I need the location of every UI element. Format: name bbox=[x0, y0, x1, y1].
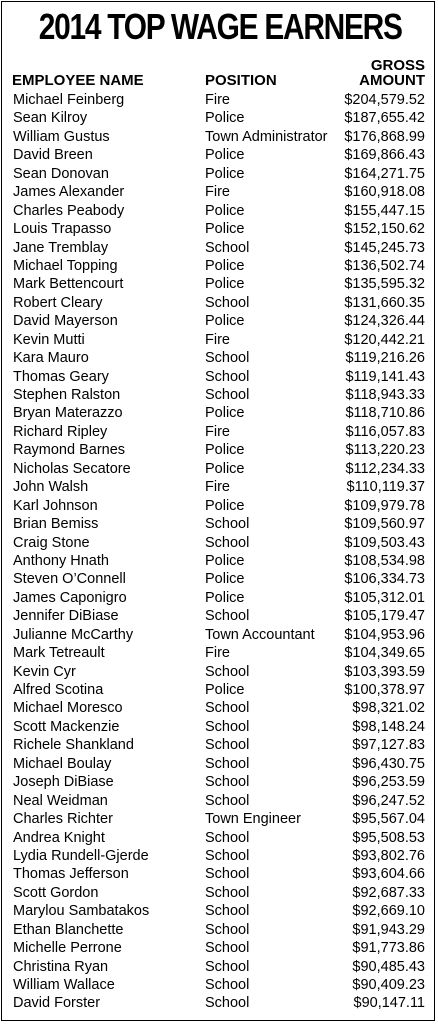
position-cell: School bbox=[205, 995, 250, 1012]
table-row bbox=[2, 902, 434, 920]
column-header-employee-name: EMPLOYEE NAME bbox=[12, 72, 144, 89]
employee-name-cell: Andrea Knight bbox=[13, 829, 105, 846]
gross-amount-cell: $109,560.97 bbox=[344, 516, 425, 533]
table-row bbox=[2, 810, 434, 828]
table-row bbox=[2, 404, 434, 422]
table-row bbox=[2, 736, 434, 754]
position-cell: School bbox=[205, 977, 250, 993]
gross-amount-cell: $90,409.23 bbox=[352, 977, 425, 993]
employee-name-cell: Kara Mauro bbox=[13, 350, 89, 367]
gross-amount-cell: $100,378.97 bbox=[344, 682, 425, 698]
table-row bbox=[2, 220, 434, 238]
gross-amount-cell: $136,502.74 bbox=[344, 257, 425, 274]
employee-name-cell: Alfred Scotina bbox=[13, 682, 104, 698]
table-row bbox=[2, 312, 434, 330]
gross-amount-cell: $104,953.96 bbox=[344, 626, 425, 643]
table-row bbox=[2, 552, 434, 570]
position-cell: Fire bbox=[205, 331, 230, 348]
gross-amount-cell: $187,655.42 bbox=[344, 110, 425, 127]
table-row bbox=[2, 257, 434, 275]
position-cell: Police bbox=[205, 497, 245, 514]
employee-name-cell: Scott Gordon bbox=[13, 884, 99, 901]
table-row bbox=[2, 884, 434, 902]
employee-name-cell: Robert Cleary bbox=[13, 294, 103, 311]
table-row bbox=[2, 497, 434, 515]
position-cell: School bbox=[205, 903, 250, 920]
gross-amount-cell: $164,271.75 bbox=[344, 165, 425, 182]
position-cell: Police bbox=[205, 589, 245, 606]
employee-name-cell: Charles Richter bbox=[13, 811, 113, 828]
table-row bbox=[2, 183, 434, 201]
wage-table-body bbox=[2, 91, 434, 1013]
gross-amount-cell: $96,253.59 bbox=[352, 774, 425, 791]
table-row bbox=[2, 109, 434, 127]
position-cell: Police bbox=[205, 147, 245, 164]
table-row bbox=[2, 939, 434, 957]
table-row bbox=[2, 515, 434, 533]
table-row bbox=[2, 368, 434, 386]
table-row bbox=[2, 976, 434, 994]
position-cell: Police bbox=[205, 110, 245, 127]
gross-amount-cell: $91,773.86 bbox=[352, 940, 425, 957]
gross-amount-cell: $135,595.32 bbox=[344, 276, 425, 293]
table-row bbox=[2, 478, 434, 496]
position-cell: School bbox=[205, 755, 250, 772]
gross-amount-cell: $112,234.33 bbox=[345, 460, 425, 477]
employee-name-cell: Stephen Ralston bbox=[13, 387, 121, 403]
table-row bbox=[2, 570, 434, 588]
employee-name-cell: Michelle Perrone bbox=[13, 940, 122, 957]
position-cell: School bbox=[205, 663, 250, 680]
position-cell: School bbox=[205, 387, 250, 403]
employee-name-cell: Louis Trapasso bbox=[13, 221, 112, 238]
employee-name-cell: Thomas Jefferson bbox=[13, 866, 129, 883]
table-row bbox=[2, 202, 434, 220]
gross-amount-cell: $119,141.43 bbox=[345, 368, 425, 385]
gross-amount-cell: $106,334.73 bbox=[344, 571, 425, 588]
employee-name-cell: Mark Bettencourt bbox=[13, 276, 124, 293]
employee-name-cell: Bryan Materazzo bbox=[13, 405, 123, 422]
table-row bbox=[2, 865, 434, 883]
employee-name-cell: William Wallace bbox=[13, 977, 115, 993]
gross-amount-cell: $93,604.66 bbox=[352, 866, 425, 883]
table-row bbox=[2, 331, 434, 349]
employee-name-cell: Nicholas Secatore bbox=[13, 460, 131, 477]
table-row bbox=[2, 349, 434, 367]
gross-amount-cell: $98,148.24 bbox=[352, 718, 425, 735]
page-title: 2014 TOP WAGE EARNERS bbox=[38, 6, 402, 47]
position-cell: Town Administrator bbox=[205, 128, 328, 145]
table-row bbox=[2, 165, 434, 183]
gross-amount-cell: $103,393.59 bbox=[344, 663, 425, 680]
gross-amount-cell: $105,312.01 bbox=[344, 589, 425, 606]
column-header-position: POSITION bbox=[205, 72, 277, 89]
employee-name-cell: Sean Donovan bbox=[13, 165, 109, 182]
employee-name-cell: Thomas Geary bbox=[13, 368, 109, 385]
position-cell: Fire bbox=[205, 479, 230, 496]
gross-amount-cell: $120,442.21 bbox=[344, 331, 425, 348]
employee-name-cell: Lydia Rundell-Gjerde bbox=[13, 847, 149, 864]
position-cell: School bbox=[205, 368, 250, 385]
position-cell: Fire bbox=[205, 92, 230, 108]
table-row bbox=[2, 718, 434, 736]
position-cell: School bbox=[205, 350, 250, 367]
position-cell: Fire bbox=[205, 645, 230, 662]
gross-amount-cell: $152,150.62 bbox=[344, 221, 425, 238]
employee-name-cell: Mark Tetreault bbox=[13, 645, 105, 662]
employee-name-cell: Anthony Hnath bbox=[13, 552, 109, 569]
position-cell: Police bbox=[205, 460, 245, 477]
column-header-gross-amount bbox=[359, 58, 425, 88]
employee-name-cell: Michael Topping bbox=[13, 257, 118, 274]
employee-name-cell: Steven O’Connell bbox=[13, 571, 126, 588]
employee-name-cell: Michael Boulay bbox=[13, 755, 112, 772]
position-cell: Police bbox=[205, 682, 245, 698]
employee-name-cell: Raymond Barnes bbox=[13, 442, 126, 459]
table-row bbox=[2, 773, 434, 791]
employee-name-cell: Craig Stone bbox=[13, 534, 90, 551]
employee-name-cell: Brian Bemiss bbox=[13, 516, 99, 533]
employee-name-cell: James Alexander bbox=[13, 184, 125, 201]
employee-name-cell: Joseph DiBiase bbox=[13, 774, 114, 791]
position-cell: Police bbox=[205, 571, 245, 588]
column-header-gross-line: GROSS bbox=[370, 57, 425, 74]
gross-amount-cell: $118,710.86 bbox=[345, 405, 425, 422]
table-row bbox=[2, 755, 434, 773]
employee-name-cell: Richele Shankland bbox=[13, 737, 134, 754]
employee-name-cell: Ethan Blanchette bbox=[13, 921, 124, 938]
position-cell: Police bbox=[205, 405, 245, 422]
table-row bbox=[2, 460, 434, 478]
table-row bbox=[2, 128, 434, 146]
gross-amount-cell: $91,943.29 bbox=[352, 921, 425, 938]
gross-amount-cell: $95,567.04 bbox=[352, 811, 425, 828]
employee-name-cell: Neal Weidman bbox=[13, 792, 108, 809]
table-row bbox=[2, 663, 434, 681]
position-cell: School bbox=[205, 700, 250, 717]
table-row bbox=[2, 534, 434, 552]
gross-amount-cell: $92,669.10 bbox=[352, 903, 425, 920]
employee-name-cell: William Gustus bbox=[13, 128, 110, 145]
position-cell: School bbox=[205, 958, 250, 975]
gross-amount-cell: $93,802.76 bbox=[352, 847, 425, 864]
gross-amount-cell: $109,979.78 bbox=[344, 497, 425, 514]
gross-amount-cell: $96,247.52 bbox=[352, 792, 425, 809]
table-row bbox=[2, 699, 434, 717]
table-row bbox=[2, 847, 434, 865]
gross-amount-cell: $160,918.08 bbox=[344, 184, 425, 201]
table-row bbox=[2, 146, 434, 164]
table-row bbox=[2, 921, 434, 939]
gross-amount-cell: $131,660.35 bbox=[344, 294, 425, 311]
employee-name-cell: Julianne McCarthy bbox=[13, 626, 134, 643]
table-row bbox=[2, 644, 434, 662]
table-row bbox=[2, 239, 434, 257]
gross-amount-cell: $145,245.73 bbox=[344, 239, 425, 256]
position-cell: School bbox=[205, 239, 250, 256]
position-cell: Police bbox=[205, 165, 245, 182]
employee-name-cell: Michael Moresco bbox=[13, 700, 123, 717]
table-row bbox=[2, 423, 434, 441]
employee-name-cell: Kevin Cyr bbox=[13, 663, 76, 680]
employee-name-cell: Richard Ripley bbox=[13, 423, 108, 440]
gross-amount-cell: $169,866.43 bbox=[344, 147, 425, 164]
gross-amount-cell: $104,349.65 bbox=[344, 645, 425, 662]
employee-name-cell: Scott Mackenzie bbox=[13, 718, 120, 735]
position-cell: School bbox=[205, 921, 250, 938]
table-row bbox=[2, 607, 434, 625]
position-cell: School bbox=[205, 516, 250, 533]
gross-amount-cell: $98,321.02 bbox=[352, 700, 425, 717]
gross-amount-cell: $92,687.33 bbox=[352, 884, 425, 901]
employee-name-cell: Sean Kilroy bbox=[13, 110, 88, 127]
position-cell: School bbox=[205, 608, 250, 625]
gross-amount-cell: $90,485.43 bbox=[352, 958, 425, 975]
table-row bbox=[2, 294, 434, 312]
position-cell: School bbox=[205, 718, 250, 735]
table-row bbox=[2, 792, 434, 810]
gross-amount-cell: $108,534.98 bbox=[344, 552, 425, 569]
position-cell: Police bbox=[205, 552, 245, 569]
position-cell: Fire bbox=[205, 423, 230, 440]
position-cell: Town Accountant bbox=[205, 626, 315, 643]
table-row bbox=[2, 91, 434, 109]
table-row bbox=[2, 958, 434, 976]
position-cell: School bbox=[205, 866, 250, 883]
employee-name-cell: Jane Tremblay bbox=[13, 239, 109, 256]
gross-amount-cell: $204,579.52 bbox=[344, 92, 425, 108]
table-row bbox=[2, 275, 434, 293]
gross-amount-cell: $109,503.43 bbox=[344, 534, 425, 551]
position-cell: Police bbox=[205, 221, 245, 238]
position-cell: School bbox=[205, 792, 250, 809]
position-cell: Police bbox=[205, 313, 245, 330]
gross-amount-cell: $118,943.33 bbox=[345, 387, 425, 403]
wage-table-frame bbox=[1, 1, 435, 1021]
gross-amount-cell: $124,326.44 bbox=[344, 313, 425, 330]
employee-name-cell: David Mayerson bbox=[13, 313, 118, 330]
position-cell: Police bbox=[205, 257, 245, 274]
employee-name-cell: Marylou Sambatakos bbox=[13, 903, 150, 920]
position-cell: School bbox=[205, 829, 250, 846]
table-row bbox=[2, 994, 434, 1012]
table-row bbox=[2, 589, 434, 607]
position-cell: School bbox=[205, 847, 250, 864]
gross-amount-cell: $97,127.83 bbox=[352, 737, 425, 754]
table-row bbox=[2, 386, 434, 404]
table-row bbox=[2, 681, 434, 699]
gross-amount-cell: $105,179.47 bbox=[344, 608, 425, 625]
employee-name-cell: Christina Ryan bbox=[13, 958, 109, 975]
gross-amount-cell: $90,147.11 bbox=[353, 995, 425, 1012]
gross-amount-cell: $116,057.83 bbox=[345, 423, 425, 440]
gross-amount-cell: $155,447.15 bbox=[344, 202, 425, 219]
employee-name-cell: David Forster bbox=[13, 995, 101, 1012]
gross-amount-cell: $96,430.75 bbox=[352, 755, 425, 772]
gross-amount-cell: $113,220.23 bbox=[345, 442, 425, 459]
employee-name-cell: Jennifer DiBiase bbox=[13, 608, 119, 625]
position-cell: Town Engineer bbox=[205, 811, 301, 828]
position-cell: School bbox=[205, 534, 250, 551]
table-row bbox=[2, 829, 434, 847]
employee-name-cell: Karl Johnson bbox=[13, 497, 98, 514]
position-cell: School bbox=[205, 884, 250, 901]
employee-name-cell: Charles Peabody bbox=[13, 202, 125, 219]
gross-amount-cell: $110,119.37 bbox=[346, 479, 425, 496]
gross-amount-cell: $119,216.26 bbox=[345, 350, 425, 367]
gross-amount-cell: $95,508.53 bbox=[352, 829, 425, 846]
position-cell: School bbox=[205, 737, 250, 754]
employee-name-cell: David Breen bbox=[13, 147, 93, 164]
position-cell: School bbox=[205, 294, 250, 311]
position-cell: School bbox=[205, 940, 250, 957]
column-header-amount-line: AMOUNT bbox=[359, 72, 425, 89]
position-cell: School bbox=[205, 774, 250, 791]
position-cell: Police bbox=[205, 276, 245, 293]
table-row bbox=[2, 441, 434, 459]
position-cell: Police bbox=[205, 202, 245, 219]
position-cell: Fire bbox=[205, 184, 230, 201]
employee-name-cell: John Walsh bbox=[13, 479, 89, 496]
gross-amount-cell: $176,868.99 bbox=[344, 128, 425, 145]
table-row bbox=[2, 626, 434, 644]
position-cell: Police bbox=[205, 442, 245, 459]
employee-name-cell: James Caponigro bbox=[13, 589, 127, 606]
employee-name-cell: Michael Feinberg bbox=[13, 92, 125, 108]
employee-name-cell: Kevin Mutti bbox=[13, 331, 85, 348]
